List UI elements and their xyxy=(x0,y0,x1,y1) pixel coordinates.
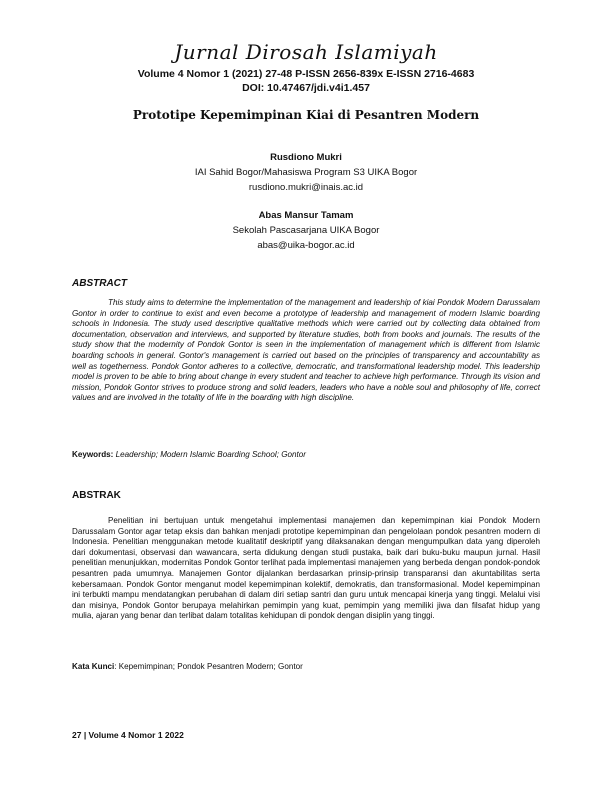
author-email: abas@uika-bogor.ac.id xyxy=(257,240,355,251)
journal-name: Jurnal Dirosah Islamiyah xyxy=(174,40,438,64)
author-affiliation: Sekolah Pascasarjana UIKA Bogor xyxy=(232,225,380,236)
author-affiliation: IAI Sahid Bogor/Mahasiswa Program S3 UIKA Bogor xyxy=(194,167,418,178)
keywords-indonesian xyxy=(72,662,540,671)
abstrak-indonesian-text: Penelitian ini bertujuan untuk mengetahui implementasi manajemen dan kepemimpinan kiai Pondok Modern Darussalam Gontor agar tetap eksis dan bahkan menjadi prototipe kepemimpinan dan pengelolaan pondok pesantren modern di Indonesia. Penelitian menggunakan metode kualitatif deskriptif yang dilaksanakan dengan mengumpulkan data yang diperoleh dari dokumentasi, observasi dan wawancara, serta didukung dengan studi pustaka, baik dari buku-buku maupun jurnal. Hasil penelitian menunjukkan, modernitas Pondok Gontor terlihat pada implementasi manajemen yang berbeda dengan pondok-pondok pesantren pada umumnya. Manajemen Gontor dijalankan berdasarkan prinsip-prinsip transparansi dan akuntabilitas serta kebersamaan. Pondok Gontor menganut model kepemimpinan kolektif, demokratis, dan transformasional. Model kepemimpinan ini terbukti mampu mendatangkan perubahan di dalam diri setiap santri dan guru untuk mencapai kinerja yang tinggi. Melalui visi dan misinya, Pondok Gontor berupaya melahirkan pemimpin yang kuat, pemimpin yang memiliki jiwa dan filsafat hidup yang mulia, ajaran yang benar dan terlibat dalam totalitas kehidupan di pondok dengan disiplin yang tinggi. xyxy=(72,516,540,621)
keywords-value: Leadership; Modern Islamic Boarding School; Gontor xyxy=(115,450,306,459)
page-footer: 27 | Volume 4 Nomor 1 2022 xyxy=(72,730,184,740)
kata-kunci-value: : Kepemimpinan; Pondok Pesantren Modern; Gontor xyxy=(114,662,303,671)
article-title: Prototipe Kepemimpinan Kiai di Pesantren Modern xyxy=(132,108,480,122)
author-email: rusdiono.mukri@inais.ac.id xyxy=(248,182,364,193)
author-block-2 xyxy=(0,208,612,253)
abstract-heading: ABSTRACT xyxy=(72,278,127,289)
volume-issn-line: Volume 4 Nomor 1 (2021) 27-48 P-ISSN 2656-839x E-ISSN 2716-4683 xyxy=(137,68,475,80)
author-name: Abas Mansur Tamam xyxy=(258,210,354,221)
doi-line: DOI: 10.47467/jdi.v4i1.457 xyxy=(242,82,370,94)
keywords-english xyxy=(72,450,540,459)
abstract-english-text: This study aims to determine the implementation of the management and leadership of kiai Pondok Modern Darussalam Gontor in order to continue to exist and even become a prototype of leadership and management of modern Islamic boarding schools in Indonesia. The study used descriptive qualitative methods which were carried out by collecting data obtained from documentation, observation and interviews, and supported by literature studies, both from books and journals. The results of the study show that the modernity of Pondok Gontor is seen in the implementation of management which is different from Islamic boarding schools in general. Gontor's management is carried out based on the principles of transparency and accountability as well as togetherness. Pondok Gontor adheres to a collective, democratic, and transformational leadership model. This leadership model is proven to be able to bring about change in every student and teacher to achieve high performance. Through its vision and mission, Pondok Gontor strives to produce strong and solid leaders, leaders who have a noble soul and philosophy of life, correct values and are involved in the totality of life in the boarding with high discipline. xyxy=(72,298,540,403)
author-block-1 xyxy=(0,150,612,195)
author-name: Rusdiono Mukri xyxy=(270,152,342,163)
keywords-label: Keywords: xyxy=(72,450,114,459)
abstrak-heading: ABSTRAK xyxy=(72,490,121,501)
kata-kunci-label: Kata Kunci xyxy=(72,662,115,671)
